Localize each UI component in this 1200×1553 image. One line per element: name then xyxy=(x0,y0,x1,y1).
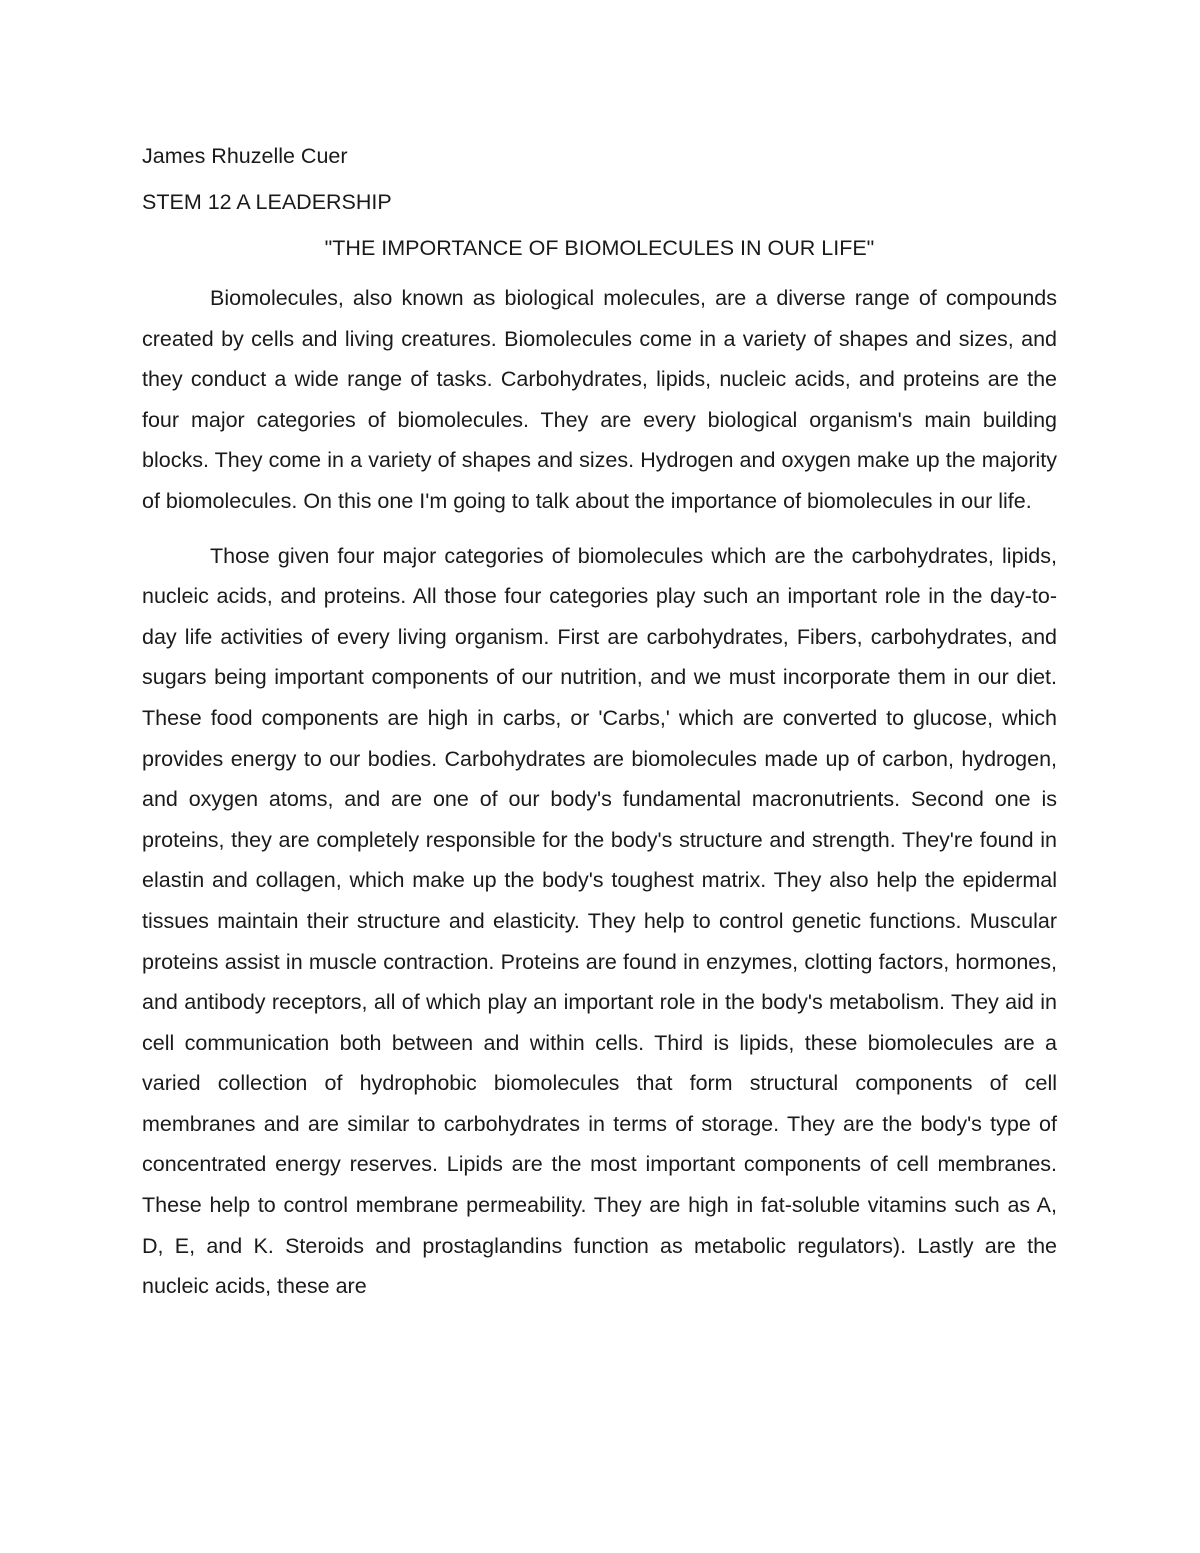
essay-title: "THE IMPORTANCE OF BIOMOLECULES IN OUR LIFE" xyxy=(324,236,875,260)
class-section: STEM 12 A LEADERSHIP xyxy=(142,190,392,214)
paragraph-categories: Those given four major categories of biomolecules which are the carbohydrates, lipids, nucleic acids, and proteins. All those four categories play such an important role in the day-to-day life activities of every living organism. First are carbohydrates, Fibers, carbohydrates, and sugars being important components of our nutrition, and we must incorporate them in our diet. These food components are high in carbs, or 'Carbs,' which are converted to glucose, which provides energy to our bodies. Carbohydrates are biomolecules made up of carbon, hydrogen, and oxygen atoms, and are one of our body's fundamental macronutrients. Second one is proteins, they are completely responsible for the body's structure and strength. They're found in elastin and collagen, which make up the body's toughest matrix. They also help the epidermal tissues maintain their structure and elasticity. They help to control genetic functions. Muscular proteins assist in muscle contraction. Proteins are found in enzymes, clotting factors, hormones, and antibody receptors, all of which play an important role in the body's metabolism. They aid in cell communication both between and within cells. Third is lipids, these biomolecules are a varied collection of hydrophobic biomolecules that form structural components of cell membranes and are similar to carbohydrates in terms of storage. They are the body's type of concentrated energy reserves. Lipids are the most important components of cell membranes. These help to control membrane permeability. They are high in fat-soluble vitamins such as A, D, E, and K. Steroids and prostaglandins function as metabolic regulators). Lastly are the nucleic acids, these are xyxy=(142,543,1057,1299)
document-body xyxy=(142,136,1057,1307)
author-name: James Rhuzelle Cuer xyxy=(142,144,348,168)
paragraph-intro: Biomolecules, also known as biological molecules, are a diverse range of compounds created by cells and living creatures. Biomolecules come in a variety of shapes and sizes, and they conduct a wide range of tasks. Carbohydrates, lipids, nucleic acids, and proteins are the four major categories of biomolecules. They are every biological organism's main building blocks. They come in a variety of shapes and sizes. Hydrogen and oxygen make up the majority of biomolecules. On this one I'm going to talk about the importance of biomolecules in our life. xyxy=(142,286,1057,513)
